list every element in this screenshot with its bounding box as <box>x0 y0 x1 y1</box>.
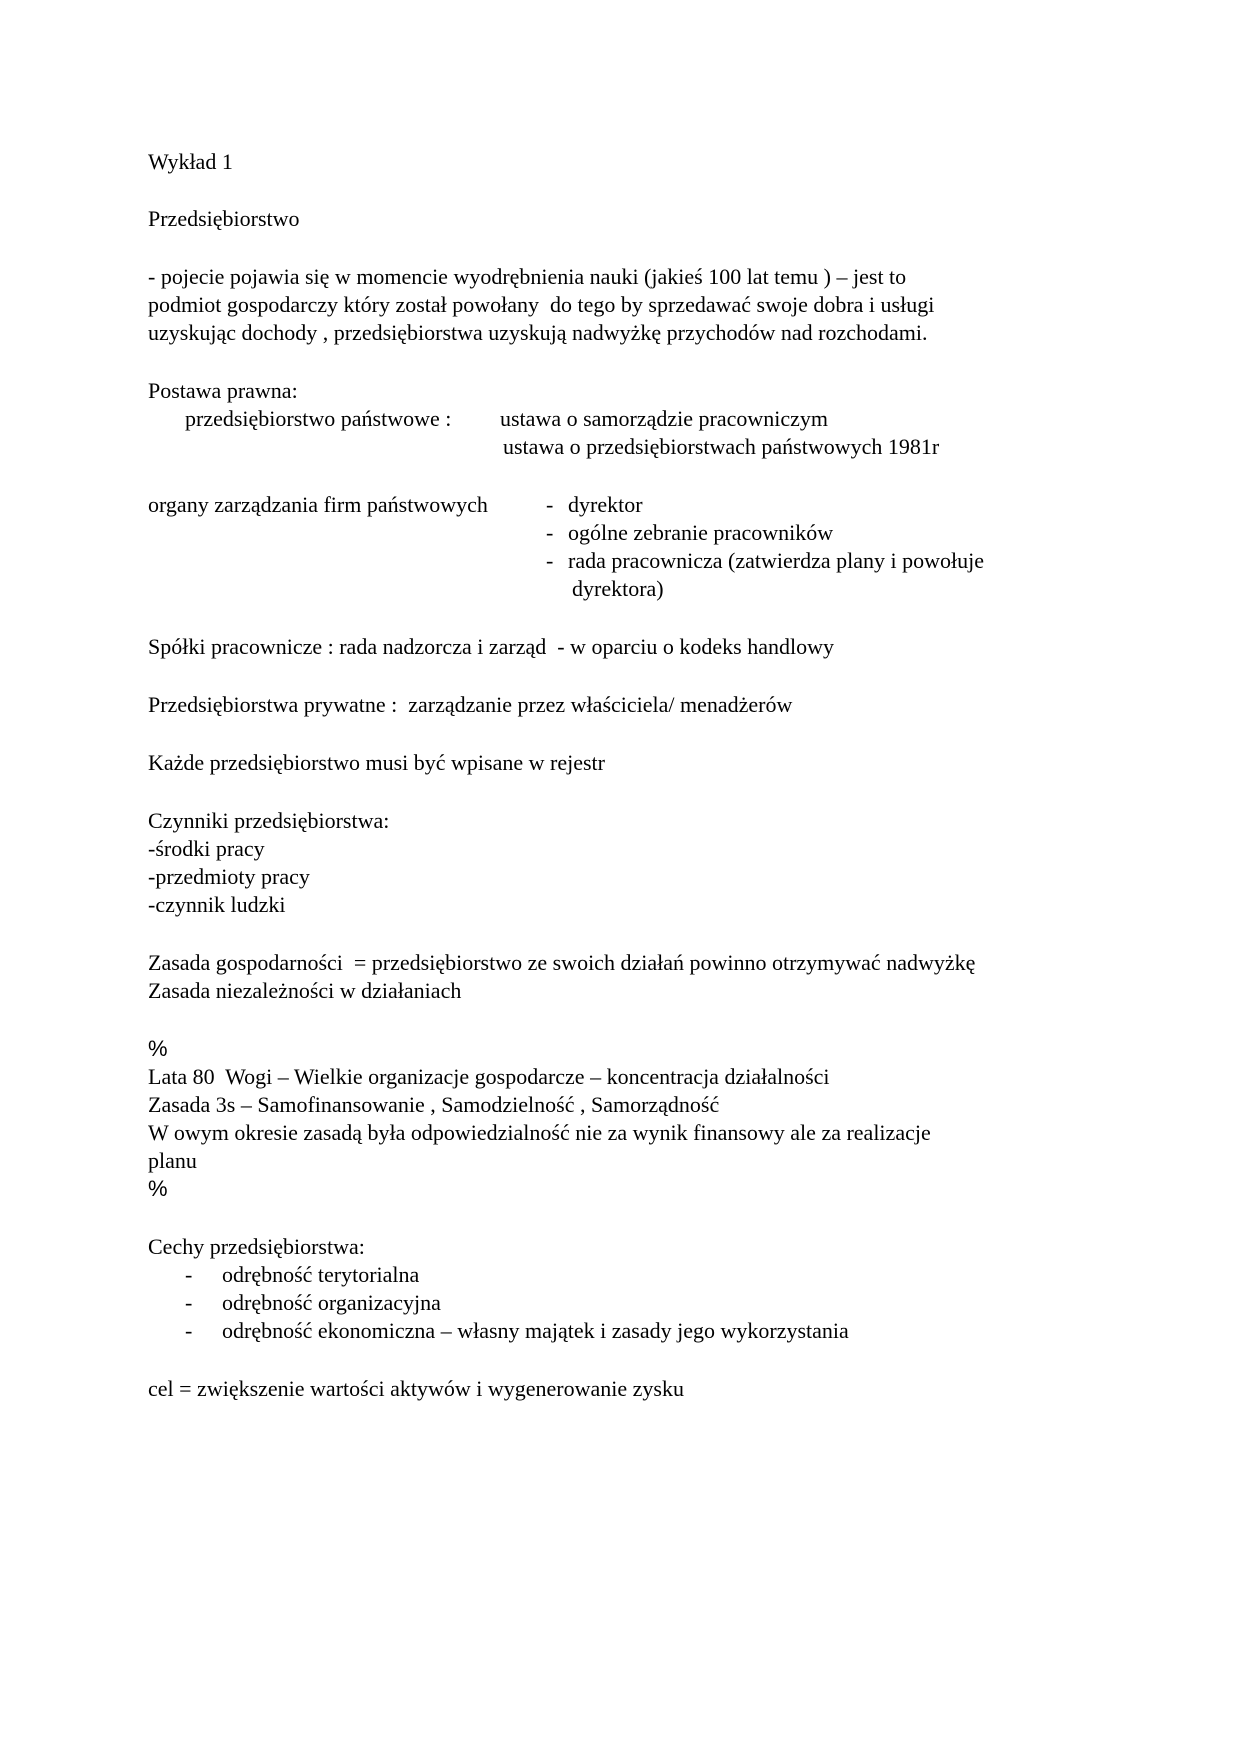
feature-item: odrębność organizacyjna <box>222 1290 441 1315</box>
legal-basis-label: Postawa prawna: <box>148 378 298 403</box>
organ-item-continuation: dyrektora) <box>572 576 664 601</box>
factor-item: -przedmioty pracy <box>148 864 310 889</box>
organs-label: organy zarządzania firm państwowych <box>148 492 488 517</box>
history-line: planu <box>148 1148 197 1173</box>
factor-item: -czynnik ludzki <box>148 892 286 917</box>
paragraph-line: - pojecie pojawia się w momencie wyodrębnienia nauki (jakieś 100 lat temu ) – jest to <box>148 264 907 289</box>
factor-item: -środki pracy <box>148 836 265 861</box>
legal-act: ustawa o przedsiębiorstwach państwowych 1981r <box>503 434 940 459</box>
feature-item: odrębność terytorialna <box>222 1262 420 1287</box>
state-enterprise-label: przedsiębiorstwo państwowe : <box>185 406 452 431</box>
history-line: Zasada 3s – Samofinansowanie , Samodzielność , Samorządność <box>148 1092 720 1117</box>
list-dash: - <box>185 1318 193 1343</box>
history-line: Lata 80 Wogi – Wielkie organizacje gospodarcze – koncentracja działalności <box>148 1064 830 1089</box>
principle-line: Zasada niezależności w działaniach <box>148 978 462 1003</box>
paragraph-line: podmiot gospodarczy który został powołany do tego by sprzedawać swoje dobra i usługi <box>148 292 935 317</box>
organ-item: dyrektor <box>568 492 643 517</box>
paragraph-line: uzyskując dochody , przedsiębiorstwa uzyskują nadwyżkę przychodów nad rozchodami. <box>148 320 928 345</box>
list-dash: - <box>546 548 554 573</box>
organ-item: ogólne zebranie pracowników <box>568 520 834 545</box>
list-dash: - <box>546 520 554 545</box>
list-dash: - <box>185 1262 193 1287</box>
percent-marker: % <box>148 1176 168 1201</box>
organ-item: rada pracownicza (zatwierdza plany i powołuje <box>568 548 984 573</box>
list-dash: - <box>546 492 554 517</box>
feature-item: odrębność ekonomiczna – własny majątek i zasady jego wykorzystania <box>222 1318 849 1343</box>
features-label: Cechy przedsiębiorstwa: <box>148 1234 365 1259</box>
register-note: Każde przedsiębiorstwo musi być wpisane w rejestr <box>148 750 605 775</box>
legal-act: ustawa o samorządzie pracowniczym <box>500 406 829 431</box>
lecture-title: Wykład 1 <box>148 149 233 174</box>
factors-label: Czynniki przedsiębiorstwa: <box>148 808 390 833</box>
section-heading: Przedsiębiorstwo <box>148 206 300 231</box>
list-dash: - <box>185 1290 193 1315</box>
percent-marker: % <box>148 1036 168 1061</box>
goal-statement: cel = zwiększenie wartości aktywów i wygenerowanie zysku <box>148 1376 684 1401</box>
employee-companies: Spółki pracownicze : rada nadzorcza i zarząd - w oparciu o kodeks handlowy <box>148 634 834 659</box>
history-line: W owym okresie zasadą była odpowiedzialność nie za wynik finansowy ale za realizacje <box>148 1120 931 1145</box>
principle-line: Zasada gospodarności = przedsiębiorstwo ze swoich działań powinno otrzymywać nadwyżkę <box>148 950 976 975</box>
private-enterprises: Przedsiębiorstwa prywatne : zarządzanie przez właściciela/ menadżerów <box>148 692 793 717</box>
